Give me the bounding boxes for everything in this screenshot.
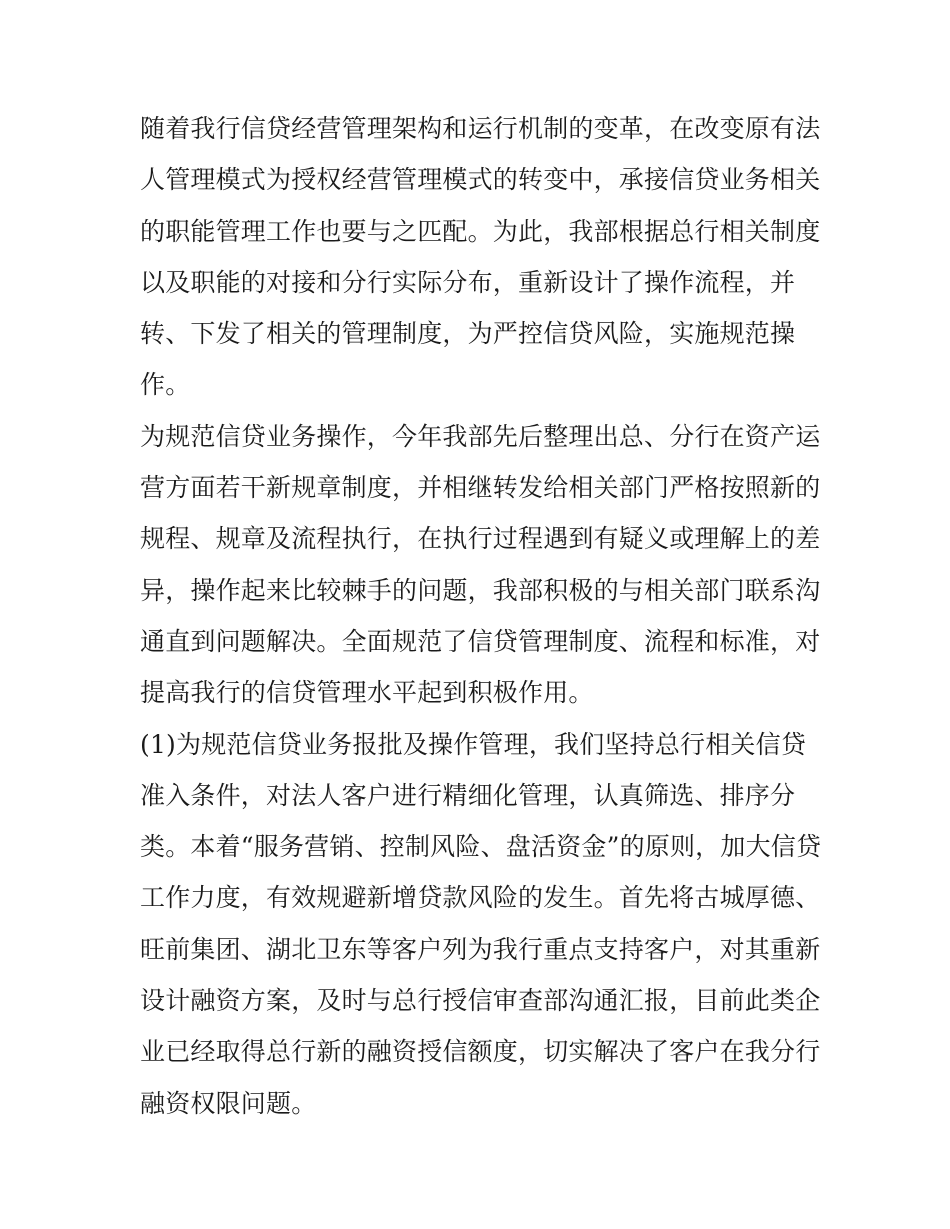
- text-line: 工作力度，有效规避新增贷款风险的发生。首先将古城厚德、: [140, 883, 821, 913]
- text-line: 作。: [140, 370, 191, 400]
- text-line: 人管理模式为授权经营管理模式的转变中，承接信贷业务相关: [140, 165, 821, 195]
- paragraph-1: [140, 103, 820, 411]
- text-line: 营方面若干新规章制度，并相继转发给相关部门严格按照新的: [140, 473, 821, 503]
- text-line: 为规范信贷业务操作，今年我部先后整理出总、分行在资产运: [140, 421, 821, 451]
- text-line: 规程、规章及流程执行，在执行过程遇到有疑义或理解上的差: [140, 524, 821, 554]
- text-line: 类。本着“服务营销、控制风险、盘活资金”的原则，加大信贷: [140, 832, 822, 862]
- document-body: [140, 103, 820, 1129]
- text-line: 转、下发了相关的管理制度，为严控信贷风险，实施规范操: [140, 319, 796, 349]
- text-line: 业已经取得总行新的融资授信额度，切实解决了客户在我分行: [140, 1037, 821, 1067]
- text-line: 准入条件，对法人客户进行精细化管理，认真筛选、排序分: [140, 780, 796, 810]
- text-line: 异，操作起来比较棘手的问题，我部积极的与相关部门联系沟: [140, 575, 821, 605]
- paragraph-2: [140, 411, 820, 719]
- text-line: 的职能管理工作也要与之匹配。为此，我部根据总行相关制度: [140, 216, 821, 246]
- text-line: 融资权限问题。: [140, 1088, 317, 1118]
- text-line: 旺前集团、湖北卫东等客户列为我行重点支持客户，对其重新: [140, 934, 821, 964]
- text-line: 随着我行信贷经营管理架构和运行机制的变革，在改变原有法: [140, 114, 821, 143]
- text-line: 提高我行的信贷管理水平起到积极作用。: [140, 678, 594, 708]
- text-line: 通直到问题解决。全面规范了信贷管理制度、流程和标准，对: [140, 626, 821, 656]
- text-line: (1)为规范信贷业务报批及操作管理，我们坚持总行相关信贷: [140, 729, 807, 759]
- text-line: 以及职能的对接和分行实际分布，重新设计了操作流程，并: [140, 267, 796, 297]
- text-line: 设计融资方案，及时与总行授信审查部沟通汇报，目前此类企: [140, 986, 821, 1016]
- paragraph-3: [140, 719, 820, 1129]
